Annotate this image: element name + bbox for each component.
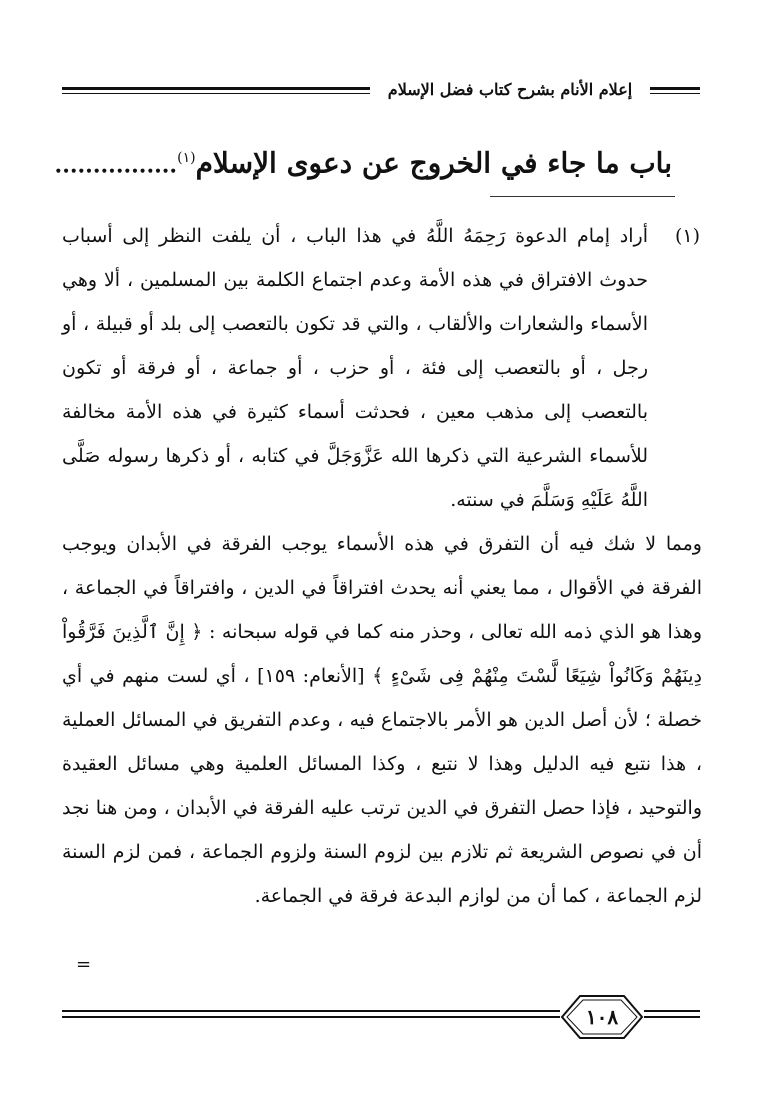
chapter-title-line — [54, 138, 672, 185]
footer-rule-right-top — [644, 1010, 700, 1012]
chapter-title: باب ما جاء في الخروج عن دعوى الإسلام — [195, 146, 672, 180]
chapter-dots: ................ — [54, 152, 178, 179]
page-number: ١٠٨ — [585, 1005, 619, 1029]
footer-rule-left-bottom — [62, 1016, 560, 1018]
footer-rule-right-bottom — [644, 1016, 700, 1018]
running-title: إعلام الأنام بشرح كتاب فضل الإسلام — [370, 80, 650, 100]
header-rule-left — [62, 87, 374, 90]
page-number-badge — [560, 994, 644, 1040]
chapter-footnote-ref: (١) — [177, 150, 196, 166]
body-paragraph: ومما لا شك فيه أن التفرق في هذه الأسماء يوجب الفرقة في الأبدان ويوجب الفرقة في الأقوال ، مما يعني أنه يحدث افتراقاً في الدين ، وافتراقاً في الجماعة ، وهذا هو الذي ذمه الله تعالى ، وحذر منه كما في قوله سبحانه : ﴿ إِنَّ ٱلَّذِينَ فَرَّقُواْ دِينَهُمْ وَكَانُواْ شِيَعًا لَّسْتَ مِنْهُمْ فِى شَىْءٍ ﴾ [الأنعام: ١٥٩] ، أي لست منهم في أي خصلة ؛ لأن أصل الدين هو الأمر بالاجتماع فيه ، وعدم التفريق في المسائل العملية ، هذا نتبع فيه الدليل وهذا لا نتبع ، وكذا المسائل العلمية وهي مسائل العقيدة والتوحيد ، فإذا حصل التفرق في الدين ترتب عليه الفرقة في الأبدان ، ومن هنا نجد أن في نصوص الشريعة ثم تلازم بين لزوم السنة ولزوم الجماعة ، فمن لزم السنة لزم الجماعة ، كما أن من لوازم البدعة فرقة في الجماعة. — [62, 533, 702, 907]
continuation-mark: = — [76, 954, 92, 975]
footnote-divider — [490, 196, 675, 197]
footer-rule-left-top — [62, 1010, 560, 1012]
header-rule-left-thin — [62, 93, 374, 94]
footnote-marker: (١) — [674, 225, 700, 247]
header-rule-right — [648, 87, 700, 90]
header-rule-right-thin — [648, 93, 700, 94]
footnote-text: أراد إمام الدعوة رَحِمَهُ اللَّهُ في هذا الباب ، أن يلفت النظر إلى أسباب حدوث الافتراق في هذه الأمة وعدم اجتماع الكلمة بين المسلمين ، ألا وهي الأسماء والشعارات والألقاب ، والتي قد تكون بالتعصب إلى بلد أو قبيلة ، أو رجل ، أو بالتعصب إلى فئة ، أو حزب ، أو جماعة ، أو فرقة أو تكون بالتعصب إلى مذهب معين ، فحدثت أسماء كثيرة في هذه الأمة مخالفة للأسماء الشرعية التي ذكرها الله عَزَّوَجَلَّ في كتابه ، أو ذكرها رسوله صَلَّى اللَّهُ عَلَيْهِ وَسَلَّمَ في سنته. — [62, 225, 648, 511]
